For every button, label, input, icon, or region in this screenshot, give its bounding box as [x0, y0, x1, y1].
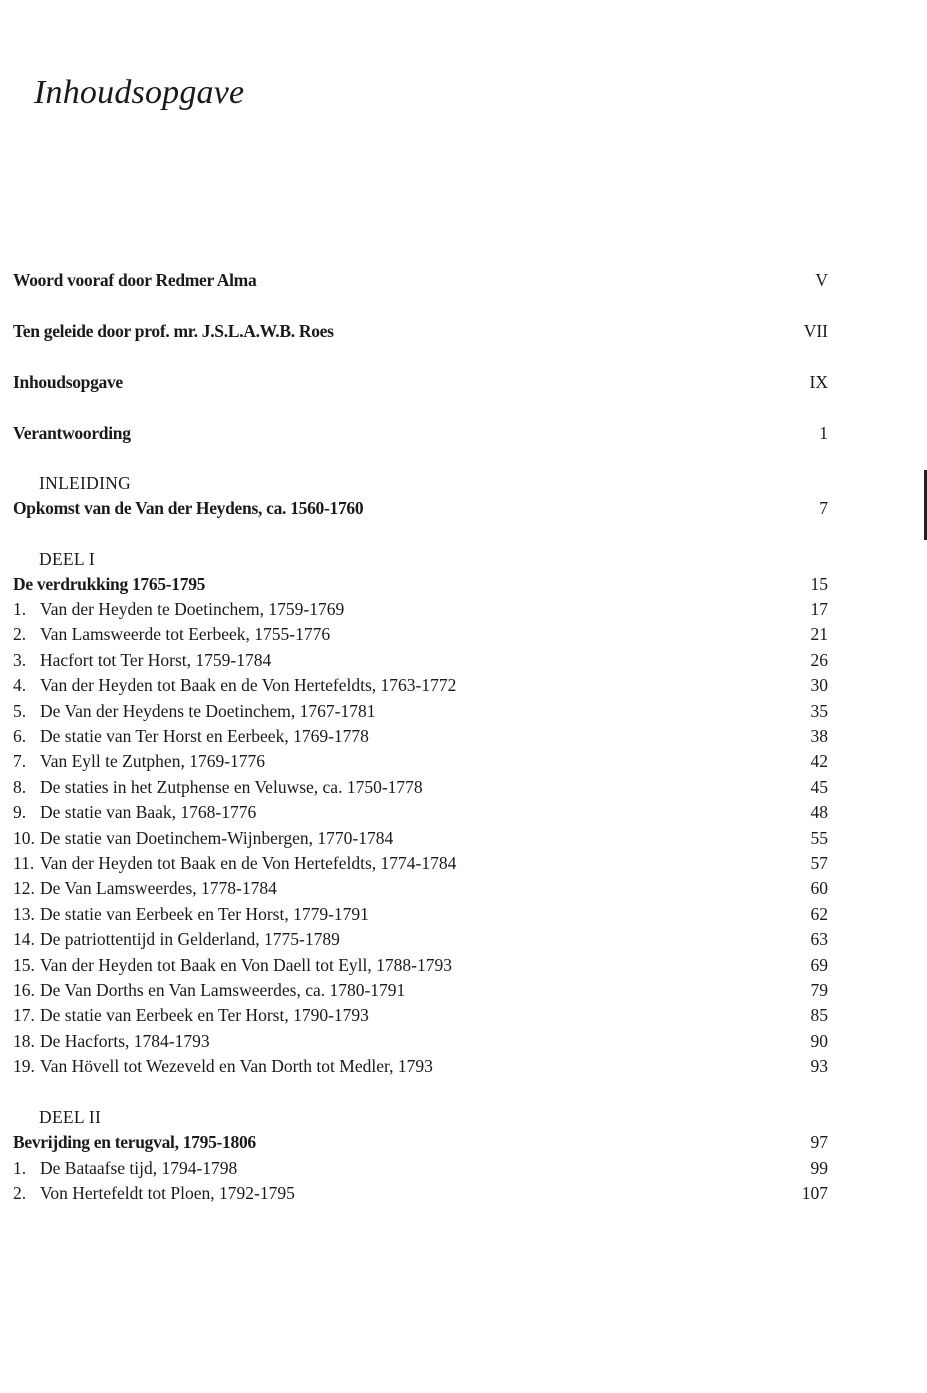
chapter-title: De statie van Doetinchem-Wijnbergen, 1770-1784 [40, 828, 394, 848]
entry-page: 30 [810, 675, 828, 695]
chapter-number: 4. [13, 675, 27, 695]
chapter-number: 12. [13, 878, 35, 898]
chapter-title: Van Lamsweerde tot Eerbeek, 1755-1776 [40, 624, 331, 644]
entry-title: Verantwoording [13, 423, 131, 443]
entry-title: De verdrukking 1765-1795 [13, 574, 206, 594]
entry-page: 93 [810, 1056, 828, 1076]
chapter-number: 16. [13, 980, 35, 1000]
chapter-number: 14. [13, 929, 35, 949]
section-heading-introduction[interactable] [13, 496, 828, 520]
chapter-entry[interactable] [13, 876, 828, 900]
chapter-number: 5. [13, 701, 27, 721]
entry-page: 15 [810, 574, 828, 594]
entry-page: 42 [810, 751, 828, 771]
entry-page: 60 [810, 878, 828, 898]
chapter-number: 2. [13, 624, 27, 644]
chapter-number: 11. [13, 853, 35, 873]
chapter-entry[interactable] [13, 826, 828, 850]
chapter-number: 8. [13, 777, 27, 797]
chapter-entry[interactable] [13, 1029, 828, 1053]
entry-page: 79 [810, 980, 828, 1000]
entry-page: 48 [810, 802, 828, 822]
chapter-title: De statie van Eerbeek en Ter Horst, 1779-1791 [40, 904, 369, 924]
chapter-title: Van der Heyden te Doetinchem, 1759-1769 [40, 599, 345, 619]
toc-entry-contents[interactable] [13, 370, 828, 394]
chapter-title: De Hacforts, 1784-1793 [40, 1031, 210, 1051]
entry-page: 55 [810, 828, 828, 848]
entry-title: Bevrijding en terugval, 1795-1806 [13, 1132, 256, 1152]
entry-title: Opkomst van de Van der Heydens, ca. 1560-1760 [13, 498, 364, 518]
chapter-title: De statie van Eerbeek en Ter Horst, 1790-1793 [40, 1005, 369, 1025]
entry-page: 57 [810, 853, 828, 873]
chapter-title: Van der Heyden tot Baak en Von Daell tot Eyll, 1788-1793 [40, 955, 452, 975]
chapter-entry[interactable] [13, 597, 828, 621]
entry-page: 69 [810, 955, 828, 975]
chapter-title: Van Hövell tot Wezeveld en Van Dorth tot Medler, 1793 [40, 1056, 433, 1076]
chapter-number: 17. [13, 1005, 35, 1025]
entry-page: 21 [810, 624, 828, 644]
section-label-part-1: DEEL I [39, 549, 96, 569]
entry-page: 45 [810, 777, 828, 797]
chapter-title: Van der Heyden tot Baak en de Von Hertefeldts, 1763-1772 [40, 675, 457, 695]
chapter-entry[interactable] [13, 622, 828, 646]
chapter-number: 19. [13, 1056, 35, 1076]
chapter-number: 15. [13, 955, 35, 975]
chapter-entry[interactable] [13, 1156, 828, 1180]
chapter-entry[interactable] [13, 1181, 828, 1205]
chapter-entry[interactable] [13, 775, 828, 799]
entry-page: 38 [810, 726, 828, 746]
toc-entry-foreword[interactable] [13, 268, 828, 292]
entry-page: 97 [810, 1132, 828, 1152]
toc-entry-accountability[interactable] [13, 421, 828, 445]
chapter-entry[interactable] [13, 953, 828, 977]
chapter-title: Hacfort tot Ter Horst, 1759-1784 [40, 650, 272, 670]
toc-entry-introduction-note[interactable] [13, 319, 828, 343]
entry-title: Ten geleide door prof. mr. J.S.L.A.W.B. Roes [13, 321, 334, 341]
chapter-entry[interactable] [13, 800, 828, 824]
chapter-number: 10. [13, 828, 35, 848]
chapter-title: Van Eyll te Zutphen, 1769-1776 [40, 751, 266, 771]
entry-page: VII [803, 321, 828, 341]
chapter-entry[interactable] [13, 851, 828, 875]
entry-page: IX [809, 372, 828, 392]
entry-title: Woord vooraf door Redmer Alma [13, 270, 257, 290]
entry-page: 17 [810, 599, 828, 619]
chapter-title: Van der Heyden tot Baak en de Von Hertefeldts, 1774-1784 [40, 853, 457, 873]
chapter-title: De Van der Heydens te Doetinchem, 1767-1781 [40, 701, 376, 721]
chapter-entry[interactable] [13, 978, 828, 1002]
entry-page: 85 [810, 1005, 828, 1025]
chapter-entry[interactable] [13, 648, 828, 672]
chapter-title: De staties in het Zutphense en Veluwse, ca. 1750-1778 [40, 777, 423, 797]
entry-page: 7 [819, 498, 828, 518]
chapter-entry[interactable] [13, 673, 828, 697]
entry-page: 107 [801, 1183, 828, 1203]
chapter-title: De patriottentijd in Gelderland, 1775-1789 [40, 929, 340, 949]
chapter-number: 2. [13, 1183, 27, 1203]
chapter-title: De Bataafse tijd, 1794-1798 [40, 1158, 238, 1178]
section-heading-part-1[interactable] [13, 572, 828, 596]
entry-page: 99 [810, 1158, 828, 1178]
section-heading-part-2[interactable] [13, 1130, 828, 1154]
chapter-number: 18. [13, 1031, 35, 1051]
section-label-part-2: DEEL II [39, 1107, 102, 1127]
chapter-entry[interactable] [13, 902, 828, 926]
chapter-entry[interactable] [13, 749, 828, 773]
chapter-number: 3. [13, 650, 27, 670]
chapter-entry[interactable] [13, 1054, 828, 1078]
entry-page: 62 [810, 904, 828, 924]
chapter-title: De statie van Baak, 1768-1776 [40, 802, 257, 822]
chapter-number: 13. [13, 904, 35, 924]
chapter-title: De statie van Ter Horst en Eerbeek, 1769-1778 [40, 726, 369, 746]
chapter-entry[interactable] [13, 724, 828, 748]
section-label-introduction: INLEIDING [39, 473, 132, 493]
chapter-number: 7. [13, 751, 27, 771]
entry-page: 63 [810, 929, 828, 949]
entry-page: 90 [810, 1031, 828, 1051]
chapter-entry[interactable] [13, 1003, 828, 1027]
chapter-number: 1. [13, 1158, 27, 1178]
entry-page: 26 [810, 650, 828, 670]
entry-page: 1 [819, 423, 828, 443]
chapter-number: 6. [13, 726, 27, 746]
chapter-entry[interactable] [13, 927, 828, 951]
entry-page: V [815, 270, 828, 290]
entry-title: Inhoudsopgave [13, 372, 123, 392]
chapter-title: Von Hertefeldt tot Ploen, 1792-1795 [40, 1183, 295, 1203]
entry-page: 35 [810, 701, 828, 721]
chapter-title: De Van Lamsweerdes, 1778-1784 [40, 878, 277, 898]
chapter-entry[interactable] [13, 699, 828, 723]
page-title: Inhoudsopgave [34, 74, 245, 111]
chapter-title: De Van Dorths en Van Lamsweerdes, ca. 1780-1791 [40, 980, 406, 1000]
chapter-number: 9. [13, 802, 27, 822]
chapter-number: 1. [13, 599, 27, 619]
